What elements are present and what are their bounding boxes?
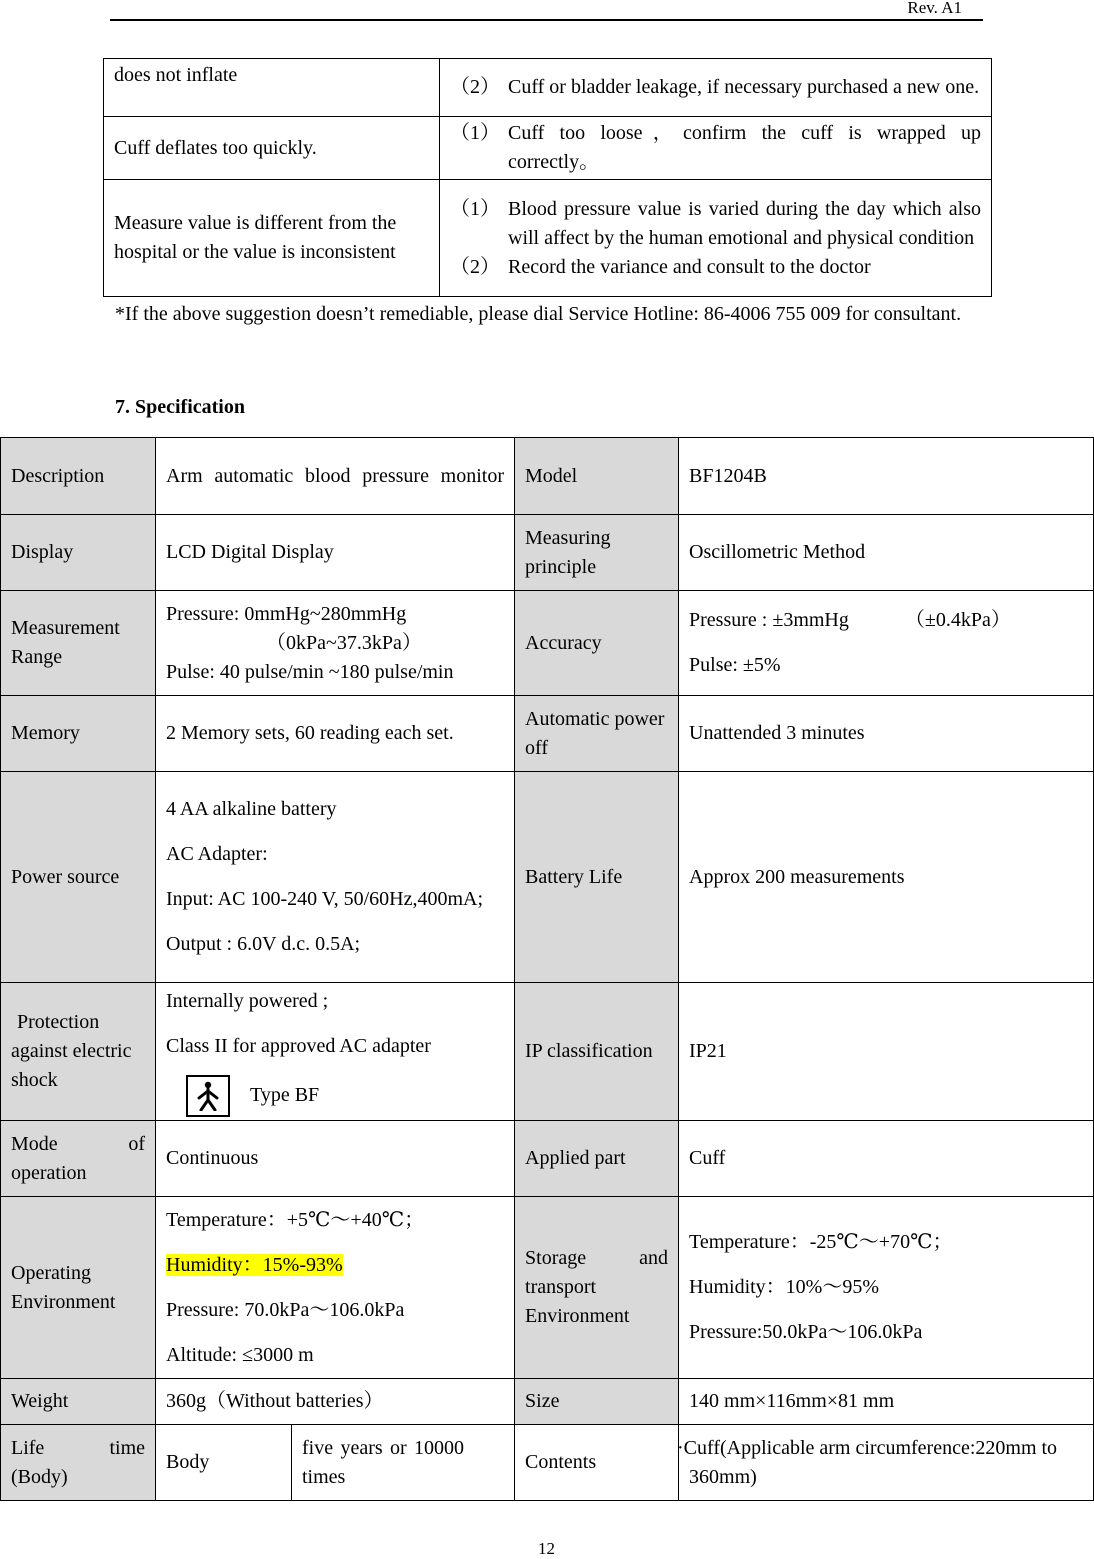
spec-label: Measurement Range — [1, 591, 156, 696]
service-footnote: *If the above suggestion doesn’t remediable, please dial Service Hotline: 86-4006 755 009 for consultant. — [115, 303, 962, 325]
table-row — [1, 696, 1094, 772]
cause-number: （2） — [450, 255, 500, 278]
spec-value: Oscillometric Method — [679, 515, 1094, 591]
protection-label: Protection against electric shock — [11, 1011, 132, 1091]
spec-label: Power source — [1, 772, 156, 983]
table-row — [1, 1121, 1094, 1197]
table-row — [1, 1425, 1094, 1501]
section-heading: 7. Specification — [115, 396, 245, 418]
table-row — [1, 515, 1094, 591]
spec-label: Measuring principle — [515, 515, 679, 591]
spec-label: Battery Life — [515, 772, 679, 983]
table-row — [1, 983, 1094, 1121]
table-row — [1, 591, 1094, 696]
spec-label: Size — [515, 1379, 679, 1425]
table-row — [1, 1197, 1094, 1379]
range-pressure-kpa: （0kPa~37.3kPa） — [266, 631, 422, 654]
cause-number: （1） — [450, 122, 500, 144]
problem-cell: Measure value is different from the hospital or the value is inconsistent — [104, 180, 440, 297]
protection-type: Type BF — [250, 1084, 320, 1106]
accuracy-pressure: Pressure : ±3mmHg — [689, 609, 849, 631]
operating-pressure: Pressure: 70.0kPa～106.0kPa — [166, 1298, 405, 1321]
spec-label: Model — [515, 438, 679, 515]
header-rule — [110, 19, 983, 21]
spec-value — [679, 591, 1094, 696]
spec-value: five years or 10000 times — [292, 1425, 515, 1501]
cause-cell — [440, 180, 992, 297]
specification-table — [0, 437, 1094, 1501]
accuracy-pressure-kpa: （±0.4kPa） — [904, 609, 1011, 631]
type-bf-body-icon-graphic — [196, 1081, 220, 1111]
cause-cell — [440, 59, 992, 117]
spec-value: Continuous — [156, 1121, 515, 1197]
spec-value — [156, 591, 515, 696]
spec-value: Unattended 3 minutes — [679, 696, 1094, 772]
spec-label: Accuracy — [515, 591, 679, 696]
spec-label: Automatic power off — [515, 696, 679, 772]
operating-humidity: Humidity：15%-93% — [166, 1253, 343, 1276]
spec-value — [156, 1197, 515, 1379]
problem-cell: does not inflate — [104, 59, 440, 117]
spec-label: Contents — [515, 1425, 679, 1501]
operating-temperature: Temperature：+5℃～+40℃； — [166, 1208, 425, 1231]
cause-text: Blood pressure value is varied during the day which also will affect by the human emotional and physical condition — [508, 197, 981, 249]
spec-value: Approx 200 measurements — [679, 772, 1094, 983]
accuracy-pulse: Pulse: ±5% — [689, 654, 781, 676]
range-pulse: Pulse: 40 pulse/min ~180 pulse/min — [166, 660, 454, 683]
spec-value: Cuff — [679, 1121, 1094, 1197]
power-output: Output : 6.0V d.c. 0.5A; — [166, 933, 361, 955]
protection-line2: Class II for approved AC adapter — [166, 1034, 431, 1057]
storage-humidity: Humidity：10%～95% — [689, 1276, 880, 1298]
spec-value: Arm automatic blood pressure monitor — [156, 438, 515, 515]
spec-value — [679, 1197, 1094, 1379]
table-row — [104, 117, 992, 180]
operating-altitude: Altitude: ≤3000 m — [166, 1343, 314, 1366]
page-number: 12 — [538, 1539, 555, 1558]
spec-label: Life time (Body) — [1, 1425, 156, 1501]
spec-value: Body — [156, 1425, 292, 1501]
table-row — [104, 59, 992, 117]
power-battery: 4 AA alkaline battery — [166, 798, 337, 820]
cause-text: Record the variance and consult to the doctor — [508, 255, 871, 278]
spec-label: Operating Environment — [1, 1197, 156, 1379]
spec-value: 360g（Without batteries） — [156, 1379, 515, 1425]
table-row — [1, 1379, 1094, 1425]
problem-cell: Cuff deflates too quickly. — [104, 117, 440, 180]
spec-label — [1, 983, 156, 1121]
table-row — [1, 438, 1094, 515]
spec-label: Storage and transport Environment — [515, 1197, 679, 1379]
table-row — [104, 180, 992, 297]
spec-label: Memory — [1, 696, 156, 772]
power-adapter: AC Adapter: — [166, 843, 268, 865]
cause-cell — [440, 117, 992, 180]
spec-value: LCD Digital Display — [156, 515, 515, 591]
protection-line1: Internally powered ; — [166, 989, 329, 1012]
spec-value: ·Cuff(Applicable arm circumference:220mm to 360mm) — [679, 1425, 1094, 1501]
cause-text: Cuff too loose，confirm the cuff is wrapped up correctly。 — [508, 122, 981, 173]
troubleshooting-table — [103, 58, 992, 297]
spec-label: Applied part — [515, 1121, 679, 1197]
storage-pressure: Pressure:50.0kPa～106.0kPa — [689, 1321, 923, 1343]
spec-label: Description — [1, 438, 156, 515]
spec-label: Mode of operation — [1, 1121, 156, 1197]
cause-number: （2） — [450, 76, 500, 98]
spec-value: IP21 — [679, 983, 1094, 1121]
revision-label: Rev. A1 — [907, 0, 962, 17]
spec-value — [156, 983, 515, 1121]
spec-value: 140 mm×116mm×81 mm — [679, 1379, 1094, 1425]
spec-value: 2 Memory sets, 60 reading each set. — [156, 696, 515, 772]
cause-text: Cuff or bladder leakage, if necessary purchased a new one. — [508, 76, 980, 98]
range-pressure: Pressure: 0mmHg~280mmHg — [166, 602, 407, 625]
spec-label: Display — [1, 515, 156, 591]
storage-temperature: Temperature：-25℃～+70℃； — [689, 1231, 953, 1253]
cause-number: （1） — [450, 197, 500, 220]
type-bf-body-icon — [186, 1075, 230, 1117]
spec-value: BF1204B — [679, 438, 1094, 515]
spec-label: Weight — [1, 1379, 156, 1425]
spec-label: IP classification — [515, 983, 679, 1121]
spec-value — [156, 772, 515, 983]
power-input: Input: AC 100-240 V, 50/60Hz,400mA; — [166, 888, 484, 910]
table-row — [1, 772, 1094, 983]
